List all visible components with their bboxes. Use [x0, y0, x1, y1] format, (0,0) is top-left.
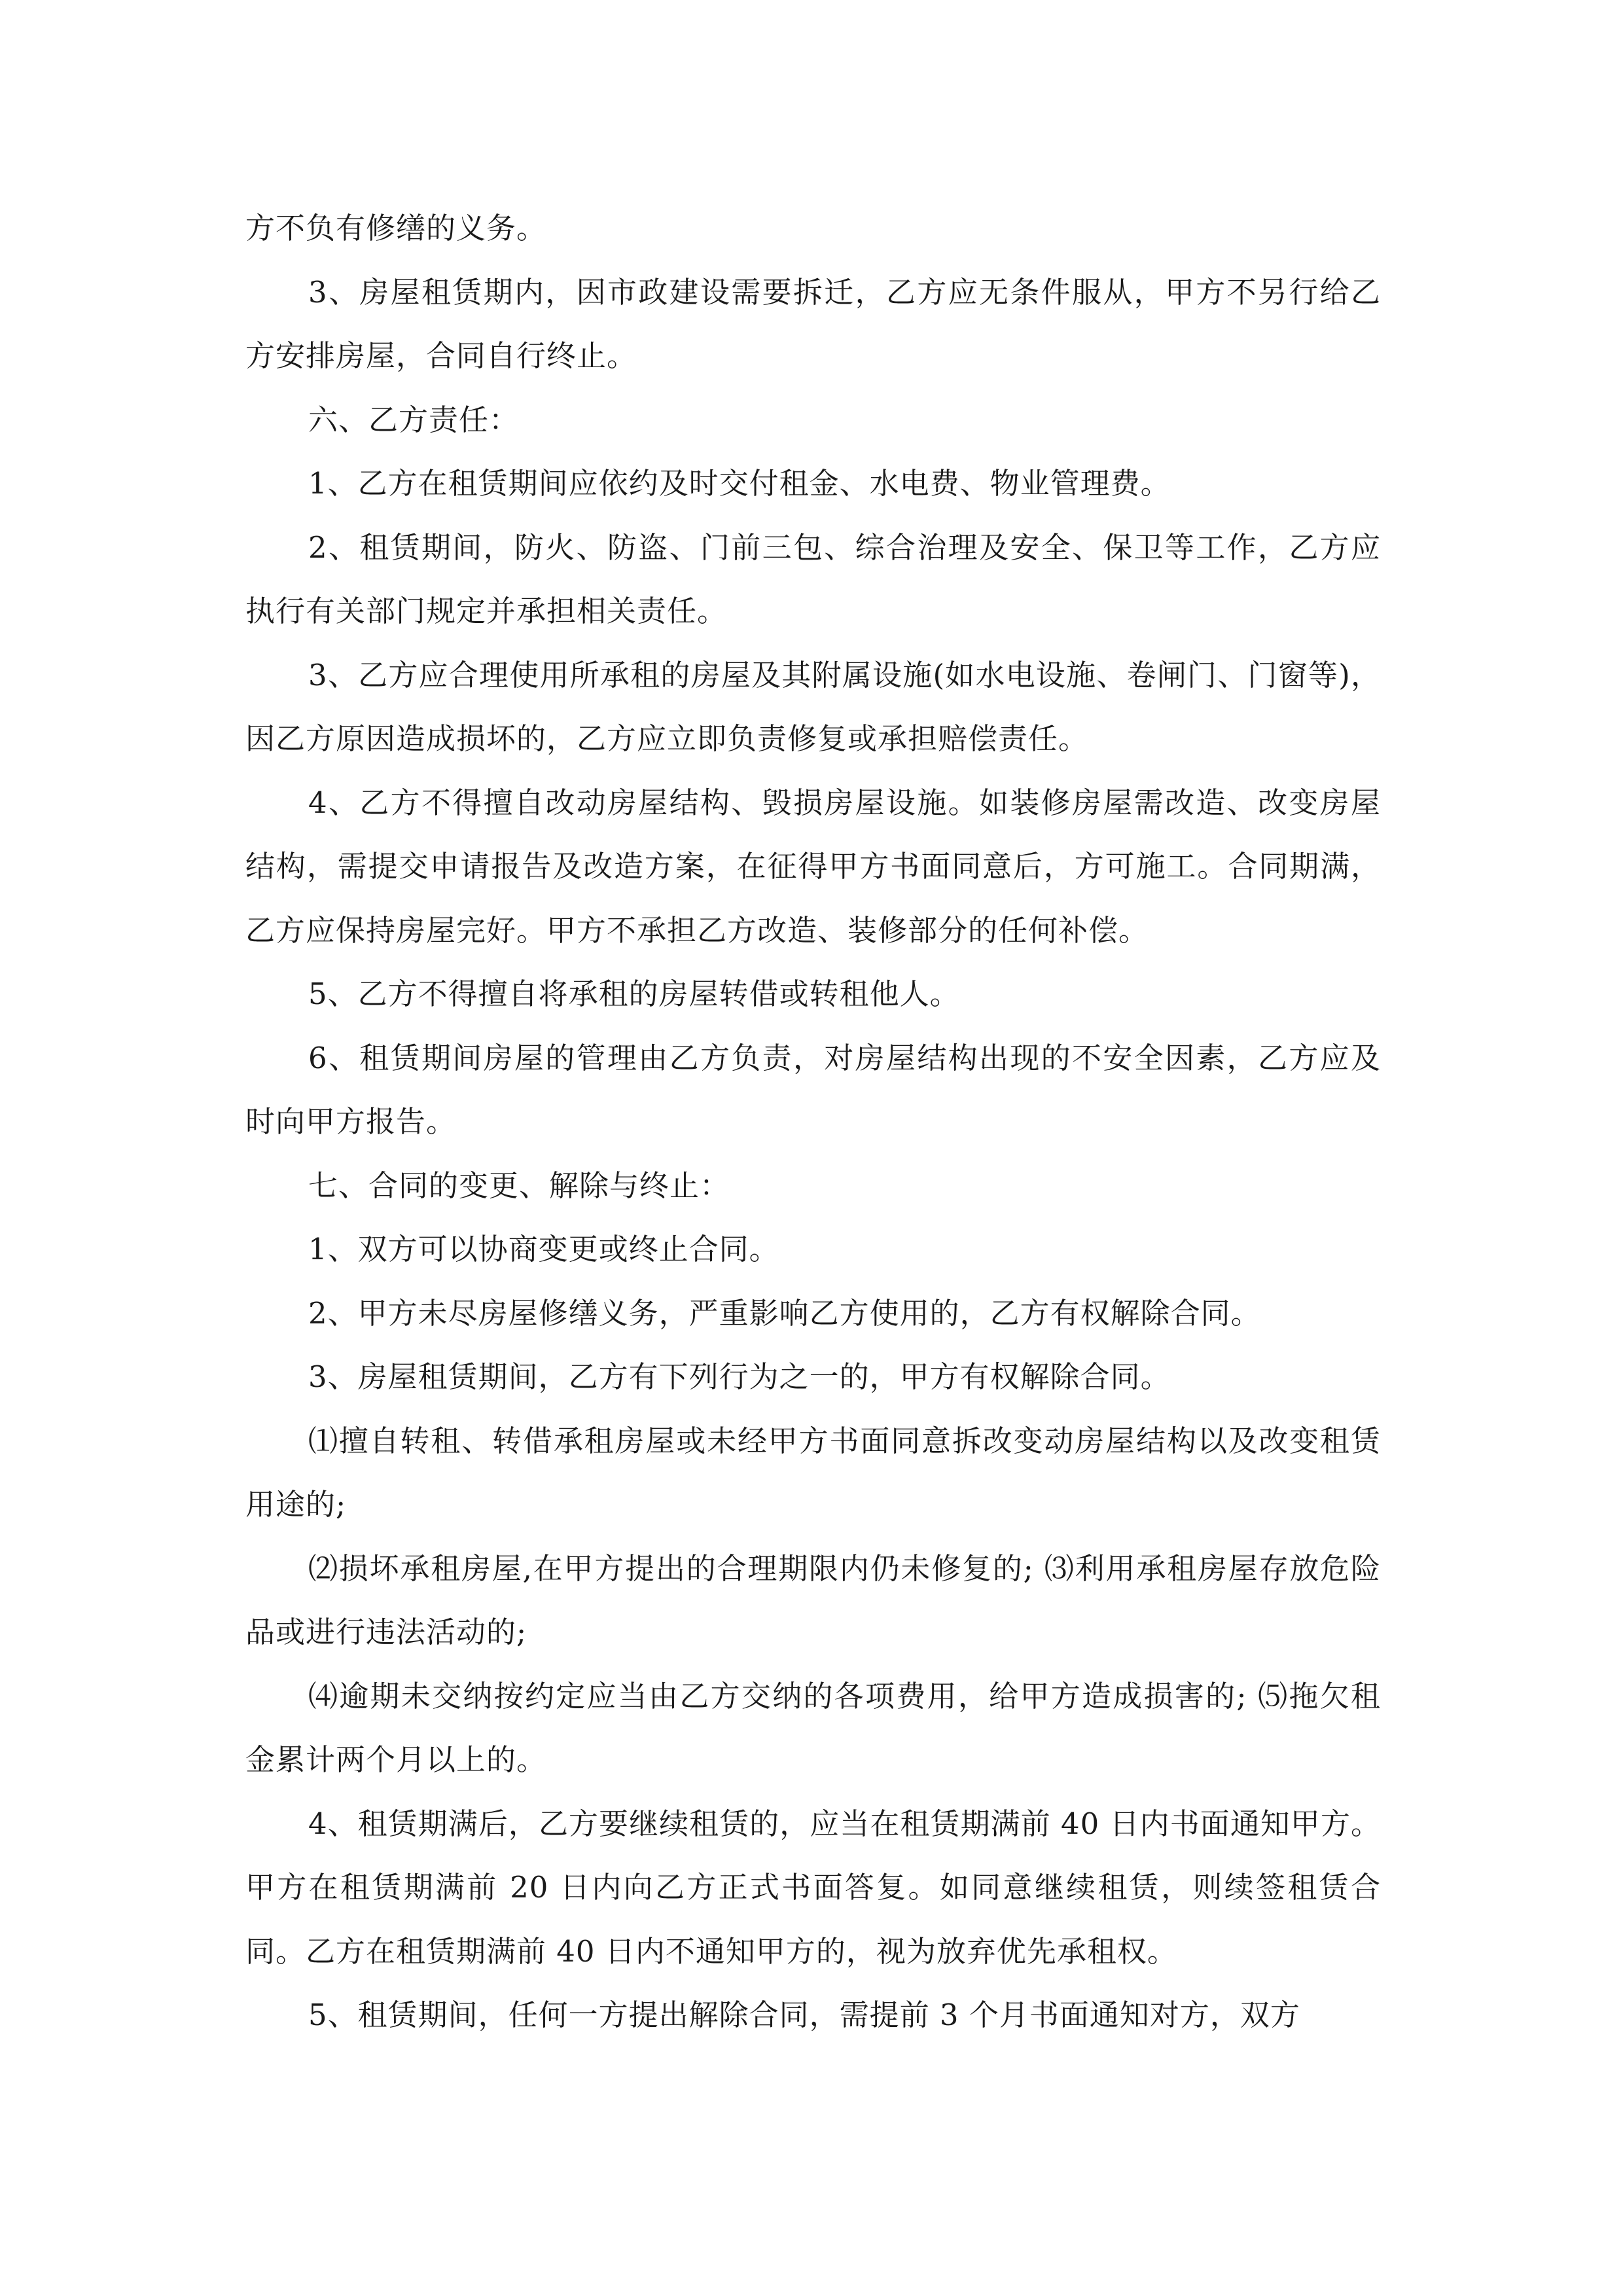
- paragraph-item-2-3: ⑵损坏承租房屋,在甲方提出的合理期限内仍未修复的; ⑶利用承租房屋存放危险品或进行违法活动的;: [245, 1551, 1381, 1649]
- document-body: [245, 196, 1381, 2047]
- paragraph-continuation: 方不负有修缮的义务。: [245, 211, 547, 245]
- paragraph-clause-6-1: 1、乙方在租赁期间应依约及时交付租金、水电费、物业管理费。: [308, 466, 1171, 501]
- paragraph-clause-7-3: 3、房屋租赁期间，乙方有下列行为之一的，甲方有权解除合同。: [308, 1359, 1171, 1394]
- paragraph-clause-6-2: 2、租赁期间，防火、防盗、门前三包、综合治理及安全、保卫等工作，乙方应执行有关部门规定并承担相关责任。: [245, 529, 1381, 628]
- paragraph-clause-6-4: 4、乙方不得擅自改动房屋结构、毁损房屋设施。如装修房屋需改造、改变房屋结构，需提交申请报告及改造方案，在征得甲方书面同意后，方可施工。合同期满，乙方应保持房屋完好。甲方不承担乙方改造、装修部分的任何补偿。: [245, 785, 1381, 948]
- paragraph-item-4-5: ⑷逾期未交纳按约定应当由乙方交纳的各项费用，给甲方造成损害的; ⑸拖欠租金累计两个月以上的。: [245, 1678, 1381, 1777]
- section-heading-7: 七、合同的变更、解除与终止：: [308, 1168, 730, 1203]
- paragraph-clause-5-3: 3、房屋租赁期内，因市政建设需要拆迁，乙方应无条件服从，甲方不另行给乙方安排房屋，合同自行终止。: [245, 274, 1381, 373]
- paragraph-item-1: ⑴擅自转租、转借承租房屋或未经甲方书面同意拆改变动房屋结构以及改变租赁用途的;: [245, 1423, 1381, 1522]
- paragraph-clause-6-6: 6、租赁期间房屋的管理由乙方负责，对房屋结构出现的不安全因素，乙方应及时向甲方报告。: [245, 1040, 1381, 1139]
- paragraph-clause-7-5: 5、租赁期间，任何一方提出解除合同，需提前 3 个月书面通知对方，双方: [308, 1998, 1300, 2032]
- paragraph-clause-7-2: 2、甲方未尽房屋修缮义务，严重影响乙方使用的，乙方有权解除合同。: [308, 1295, 1261, 1331]
- paragraph-clause-6-3: 3、乙方应合理使用所承租的房屋及其附属设施(如水电设施、卷闸门、门窗等)，因乙方原因造成损坏的，乙方应立即负责修复或承担赔偿责任。: [245, 657, 1381, 756]
- paragraph-clause-7-1: 1、双方可以协商变更或终止合同。: [308, 1232, 779, 1266]
- paragraph-clause-6-5: 5、乙方不得擅自将承租的房屋转借或转租他人。: [308, 977, 960, 1011]
- paragraph-clause-7-4: 4、租赁期满后，乙方要继续租赁的，应当在租赁期满前 40 日内书面通知甲方。甲方在租赁期满前 20 日内向乙方正式书面答复。如同意继续租赁，则续签租赁合同。乙方在租赁期满前 40 日内不通知甲方的，视为放弃优先承租权。: [245, 1806, 1381, 1969]
- section-heading-6: 六、乙方责任：: [308, 402, 520, 437]
